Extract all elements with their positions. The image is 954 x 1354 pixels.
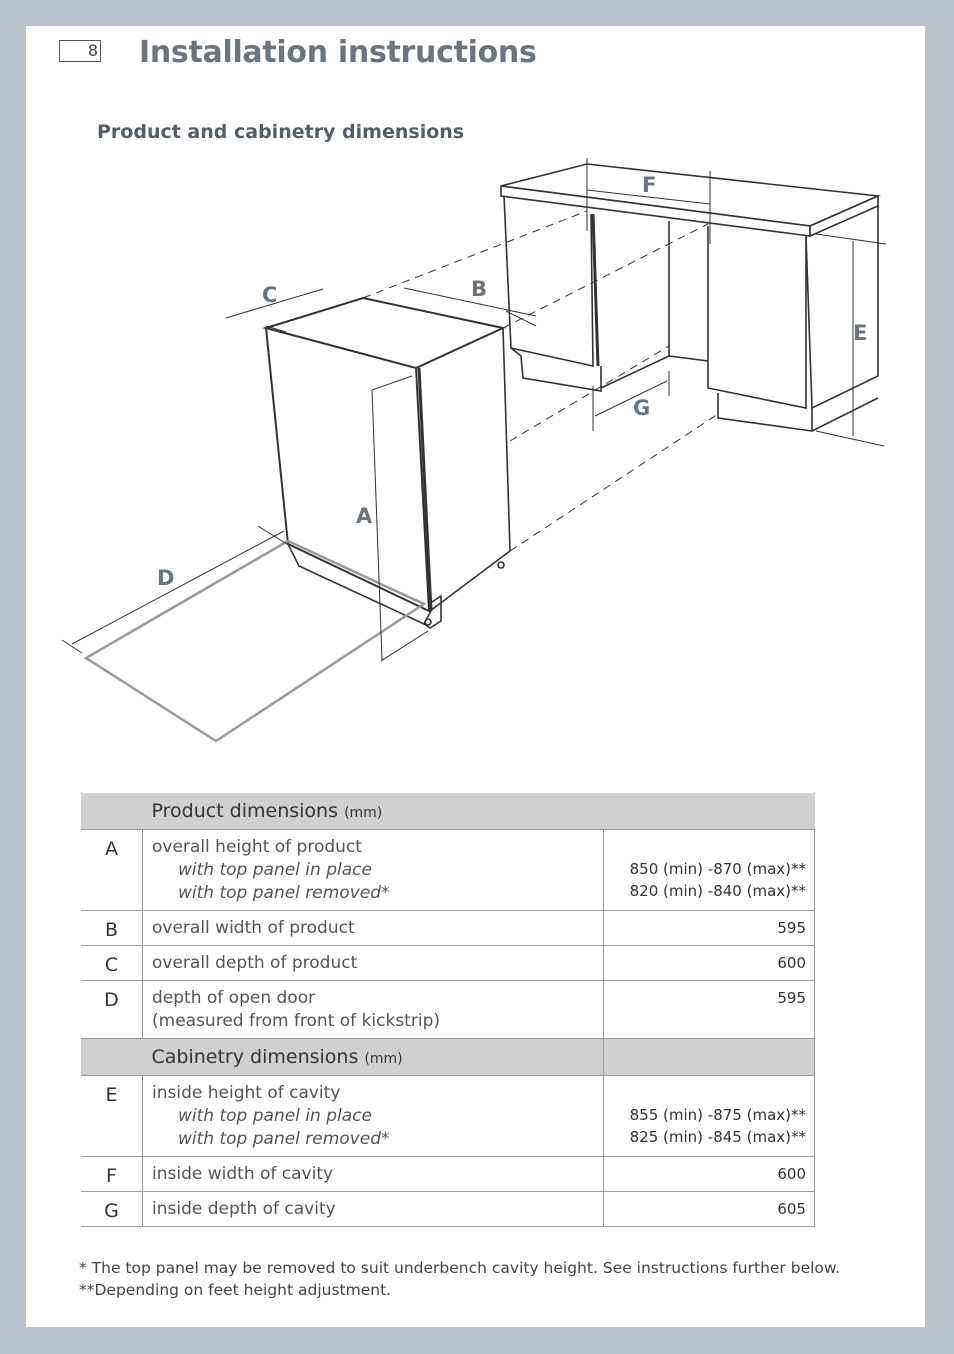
row-label: depth of open door (152, 988, 316, 1008)
product-section-title: Product dimensions (151, 800, 339, 822)
dimensions-table (81, 793, 815, 1227)
row-value: 820 (min) -840 (max)** (629, 882, 806, 900)
cabinetry-section-unit: (mm) (364, 1051, 403, 1067)
row-key: F (81, 1157, 143, 1192)
product-section-unit: (mm) (344, 805, 383, 821)
row-label: inside width of cavity (143, 1157, 604, 1192)
row-label: overall height of product (152, 837, 362, 857)
footnote-top-panel: * The top panel may be removed to suit underbench cavity height. See instructions further below. (79, 1259, 841, 1277)
label-b: B (471, 277, 488, 301)
row-sublabel: with top panel in place (178, 860, 372, 880)
row-label: inside depth of cavity (143, 1192, 604, 1227)
table-row (81, 1192, 815, 1227)
label-f: F (642, 173, 657, 197)
label-d: D (157, 566, 175, 590)
row-label: inside height of cavity (152, 1083, 341, 1103)
right-cabinet (708, 226, 806, 408)
row-value: 605 (604, 1192, 815, 1227)
cabinetry-section-title: Cabinetry dimensions (151, 1046, 359, 1068)
label-g: G (633, 396, 651, 420)
label-a: A (356, 504, 373, 528)
page-title: Installation instructions (139, 35, 537, 70)
row-key: G (81, 1192, 143, 1227)
row-value: 850 (min) -870 (max)** (629, 860, 806, 878)
row-label-note: (measured from front of kickstrip) (152, 1011, 440, 1031)
dimensions-diagram (26, 26, 925, 766)
row-label: overall depth of product (143, 946, 604, 981)
left-cabinet (504, 196, 593, 366)
footnote-feet-height: **Depending on feet height adjustment. (79, 1281, 392, 1299)
row-sublabel: with top panel removed* (178, 1129, 390, 1149)
row-key: B (81, 911, 143, 946)
table-row (81, 830, 815, 911)
row-sublabel: with top panel in place (178, 1106, 372, 1126)
row-value: 595 (604, 981, 815, 1039)
label-e: E (853, 321, 868, 345)
row-value: 855 (min) -875 (max)** (629, 1106, 806, 1124)
manual-page (26, 26, 925, 1327)
row-value: 595 (604, 911, 815, 946)
cabinetry-dimensions-header (81, 1039, 815, 1076)
row-value: 600 (604, 946, 815, 981)
table-row (81, 911, 815, 946)
row-key: C (81, 946, 143, 981)
row-value: 600 (604, 1157, 815, 1192)
row-key: D (81, 981, 143, 1039)
page-number: 8 (59, 40, 101, 62)
row-sublabel: with top panel removed* (178, 883, 390, 903)
section-subtitle: Product and cabinetry dimensions (97, 121, 465, 143)
row-label: overall width of product (143, 911, 604, 946)
dishwasher-top (266, 298, 503, 368)
footnotes (79, 1257, 840, 1301)
row-key: A (81, 830, 143, 911)
row-key: E (81, 1076, 143, 1157)
table-row (81, 946, 815, 981)
table-row (81, 1157, 815, 1192)
label-c: C (262, 283, 278, 307)
product-dimensions-header (81, 793, 815, 830)
table-row (81, 1076, 815, 1157)
table-row (81, 981, 815, 1039)
door-open-outline (86, 541, 424, 741)
row-value: 825 (min) -845 (max)** (629, 1128, 806, 1146)
